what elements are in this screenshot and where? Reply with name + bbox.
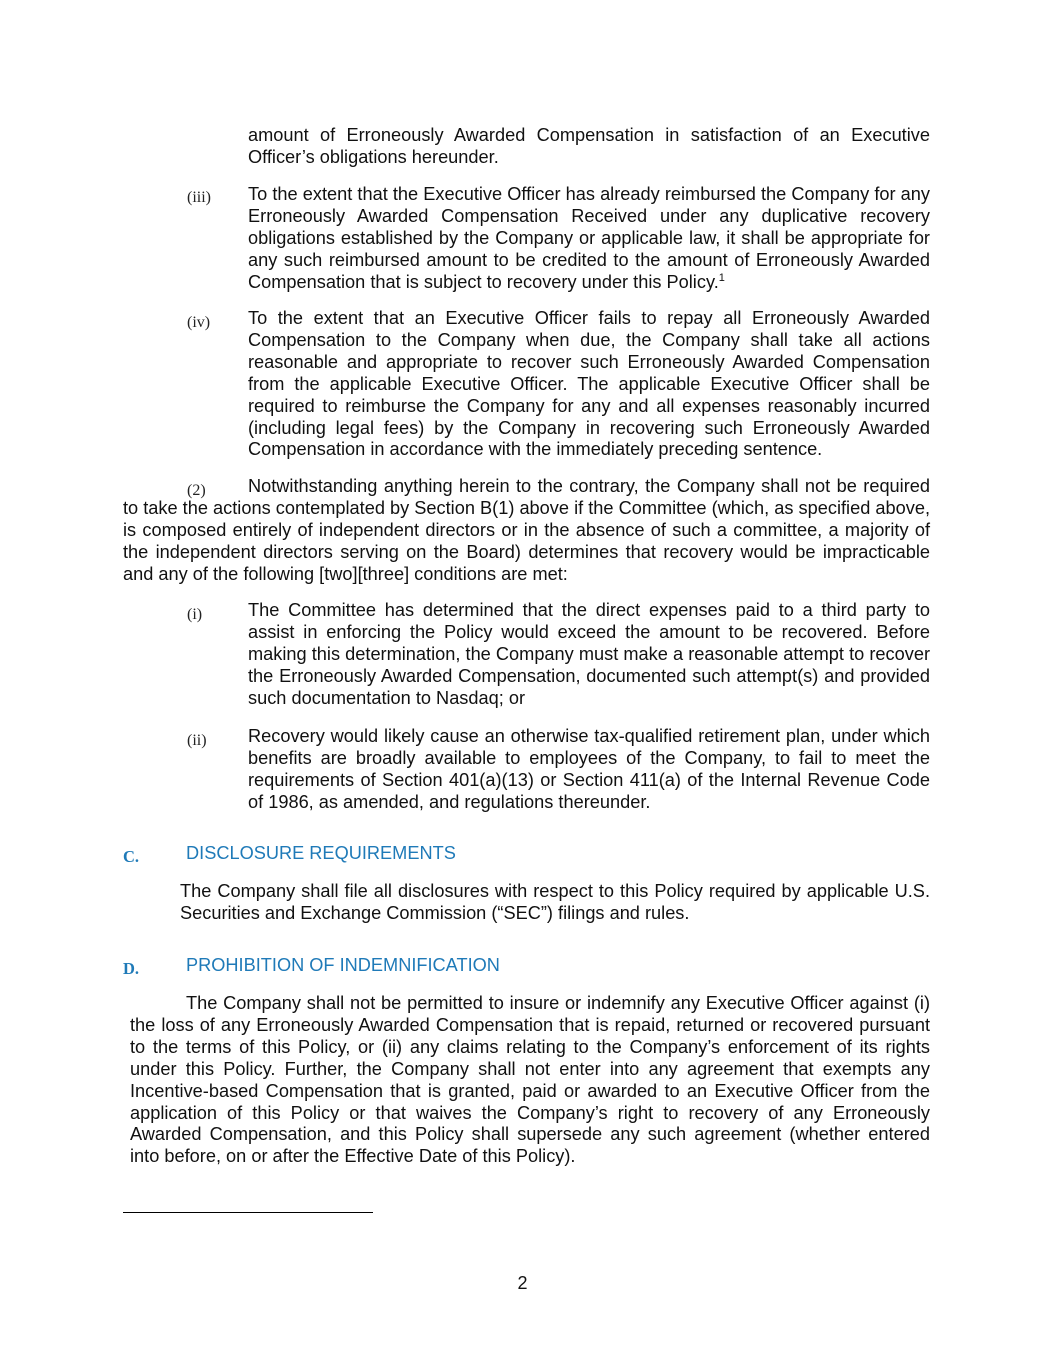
condition-ii-marker: (ii) <box>187 732 207 749</box>
section-c-letter: C. <box>123 847 140 866</box>
item-iv-paragraph: To the extent that an Executive Officer fails to repay all Erroneously Awarded Compensation to the Company when due, the Company shall take all actions reasonable and appropriate to recover such Erroneously Awarded Compensation from the applicable Executive Officer. The applicable Executive Officer shall be required to reimburse the Company for any and all expenses reasonably incurred (including legal fees) by the Company in recovering such Erroneously Awarded Compensation in accordance with the immediately preceding sentence. <box>248 308 930 460</box>
item-iv-marker: (iv) <box>187 314 211 331</box>
section-d-body: The Company shall not be permitted to insure or indemnify any Executive Officer against (i) the loss of any Erroneously Awarded Compensation that is repaid, returned or recovered pursuant to the terms of this Policy, or (ii) any claims relating to the Company’s enforcement of its rights under this Policy. Further, the Company shall not enter into any agreement that exempts any Incentive-based Compensation that is granted, paid or awarded to an Executive Officer from the application of this Policy or that waives the Company’s right to recovery of any Erroneously Awarded Compensation, and this Policy shall supersede any such agreement (whether entered into before, on or after the Effective Date of this Policy). <box>130 993 930 1167</box>
footnote-reference: 1 <box>718 271 725 284</box>
section-c-body: The Company shall file all disclosures with respect to this Policy required by applicable U.S. Securities and Exchange Commission (“SEC”) filings and rules. <box>180 881 930 923</box>
footnote-separator <box>123 1212 373 1213</box>
condition-ii-paragraph: Recovery would likely cause an otherwise tax-qualified retirement plan, under which benefits are broadly available to employees of the Company, to fail to meet the requirements of Section 401(a)(13) or Section 411(a) of the Internal Revenue Code of 1986, as amended, and regulations thereunder. <box>248 726 930 812</box>
page-number: 2 <box>517 1273 528 1293</box>
section-c-heading: DISCLOSURE REQUIREMENTS <box>186 843 456 863</box>
para-2-paragraph: Notwithstanding anything herein to the contrary, the Company shall not be required to take the actions contemplated by Section B(1) above if the Committee (which, as specified above, is composed entirely of independent directors or in the absence of such a committee, a majority of the independent directors serving on the Board) determines that recovery would be impracticable and any of the following [two][three] conditions are met: <box>123 476 930 584</box>
section-d-heading: PROHIBITION OF INDEMNIFICATION <box>186 955 500 975</box>
condition-i-marker: (i) <box>187 606 203 623</box>
continuation-paragraph: amount of Erroneously Awarded Compensation in satisfaction of an Executive Officer’s obligations hereunder. <box>248 125 930 167</box>
condition-i-paragraph: The Committee has determined that the direct expenses paid to a third party to assist in enforcing the Policy would exceed the amount to be recovered. Before making this determination, the Company must make a reasonable attempt to recover the Erroneously Awarded Compensation, documented such attempt(s) and provided such documentation to Nasdaq; or <box>248 600 930 708</box>
para-2-marker: (2) <box>187 482 206 499</box>
item-iii-marker: (iii) <box>187 189 211 206</box>
section-d-letter: D. <box>123 959 140 978</box>
item-iii-text: To the extent that the Executive Officer has already reimbursed the Company for any Erroneously Awarded Compensation Received under any duplicative recovery obligations established by the Company or applicable law, it shall be appropriate for any such reimbursed amount to be credited to the amount of Erroneously Awarded Compensation that is subject to recovery under this Policy. <box>248 184 930 292</box>
item-iii-paragraph <box>248 184 930 294</box>
